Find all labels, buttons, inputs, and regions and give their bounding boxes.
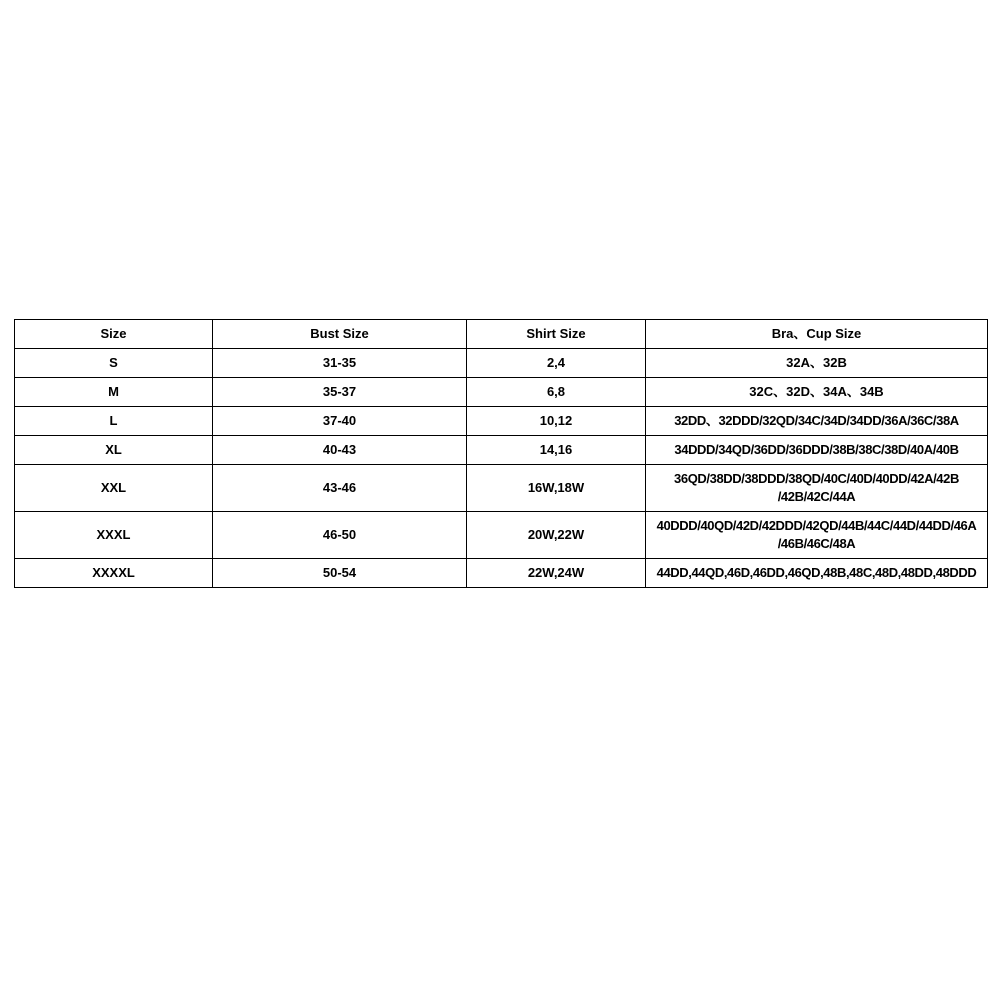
bra-cup-size-cell <box>646 559 988 588</box>
bra-cup-size-text: 34DDD/34QD/36DD/36DDD/38B/38C/38D/40A/40B <box>674 442 959 457</box>
header-bust-size: Bust Size <box>213 320 467 349</box>
table-row <box>15 378 988 407</box>
bust-size-cell: 35-37 <box>213 378 467 407</box>
table-row <box>15 407 988 436</box>
bra-cup-size-text: 32DD、32DDD/32QD/34C/34D/34DD/36A/36C/38A <box>674 413 959 428</box>
size-cell: L <box>15 407 213 436</box>
bra-cup-size-text: /46B/46C/48A <box>777 536 856 551</box>
size-cell: S <box>15 349 213 378</box>
table-row <box>15 436 988 465</box>
shirt-size-cell: 2,4 <box>467 349 646 378</box>
bra-cup-size-text: 40DDD/40QD/42D/42DDD/42QD/44B/44C/44D/44DD/46A <box>656 518 977 533</box>
bust-size-cell: 46-50 <box>213 512 467 559</box>
bra-cup-size-cell <box>646 436 988 465</box>
shirt-size-cell: 10,12 <box>467 407 646 436</box>
bra-cup-size-text: 32C、32D、34A、34B <box>749 384 884 399</box>
header-bra-cup-size: Bra、Cup Size <box>646 320 988 349</box>
size-cell: XXXXL <box>15 559 213 588</box>
table-row <box>15 465 988 512</box>
table-row <box>15 559 988 588</box>
size-cell: M <box>15 378 213 407</box>
size-cell: XXXL <box>15 512 213 559</box>
size-chart-table <box>14 319 988 588</box>
shirt-size-cell: 14,16 <box>467 436 646 465</box>
bra-cup-size-cell <box>646 407 988 436</box>
bust-size-cell: 50-54 <box>213 559 467 588</box>
bra-cup-size-cell <box>646 465 988 512</box>
size-cell: XXL <box>15 465 213 512</box>
bra-cup-size-cell <box>646 378 988 407</box>
table-header-row <box>15 320 988 349</box>
table-row <box>15 349 988 378</box>
shirt-size-cell: 16W,18W <box>467 465 646 512</box>
bust-size-cell: 40-43 <box>213 436 467 465</box>
shirt-size-cell: 6,8 <box>467 378 646 407</box>
header-shirt-size: Shirt Size <box>467 320 646 349</box>
bra-cup-size-cell <box>646 349 988 378</box>
bust-size-cell: 43-46 <box>213 465 467 512</box>
bra-cup-size-text: /42B/42C/44A <box>777 489 856 504</box>
table-row <box>15 512 988 559</box>
bust-size-cell: 37-40 <box>213 407 467 436</box>
bra-cup-size-cell <box>646 512 988 559</box>
header-size: Size <box>15 320 213 349</box>
shirt-size-cell: 22W,24W <box>467 559 646 588</box>
bra-cup-size-text: 36QD/38DD/38DDD/38QD/40C/40D/40DD/42A/42B <box>674 471 959 486</box>
size-cell: XL <box>15 436 213 465</box>
bra-cup-size-text: 44DD,44QD,46D,46DD,46QD,48B,48C,48D,48DD,48DDD <box>656 565 977 580</box>
bust-size-cell: 31-35 <box>213 349 467 378</box>
bra-cup-size-text: 32A、32B <box>786 355 847 370</box>
shirt-size-cell: 20W,22W <box>467 512 646 559</box>
